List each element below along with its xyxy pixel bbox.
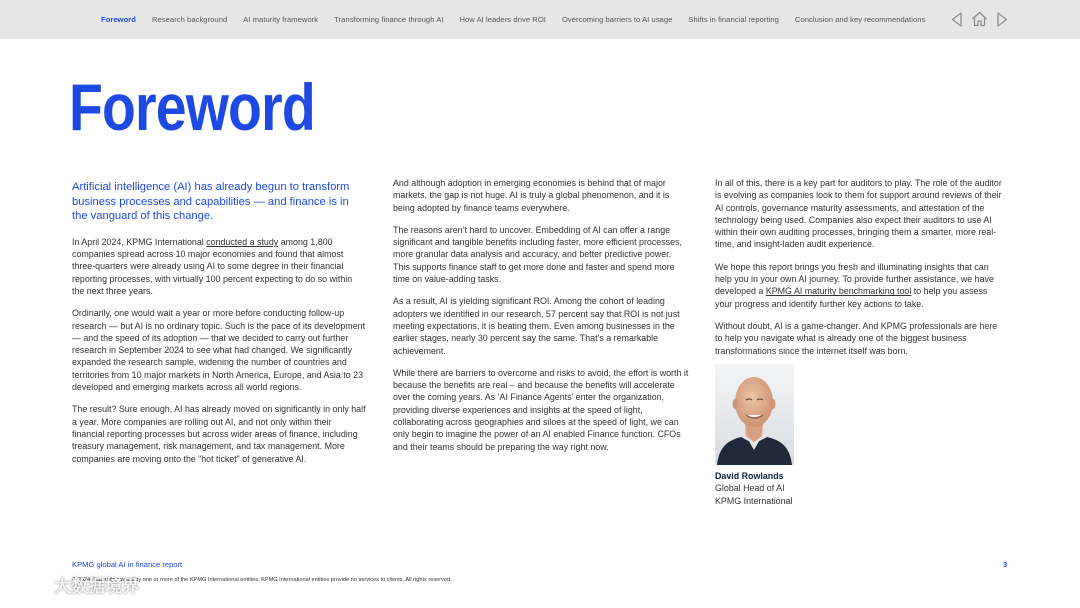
benchmarking-tool-link[interactable]: KPMG AI maturity benchmarking tool bbox=[765, 286, 912, 297]
nav-item-ai-maturity-framework[interactable]: AI maturity framework bbox=[243, 15, 319, 24]
paragraph: Ordinarily, one would wait a year or more before conducting follow-up research — but AI is no ordinary topic. Such is the pace of its development — and the speed of its adoption — that we decided to carry out further research in September 2024 to see what had changed. We significantly expanded the research sample, widening the number of countries and territories from 10 major markets in North America, Europe, and Asia to 23 developed and emerging markets across all world regions. bbox=[72, 308, 366, 393]
author-name: David Rowlands bbox=[715, 471, 784, 481]
nav-item-research-background[interactable]: Research background bbox=[152, 15, 228, 24]
watermark-logo-icon bbox=[10, 574, 50, 596]
nav-item-transforming-finance[interactable]: Transforming finance through AI bbox=[334, 15, 444, 24]
nav-item-overcoming-barriers[interactable]: Overcoming barriers to AI usage bbox=[561, 15, 673, 24]
paragraph: While there are barriers to overcome and risks to avoid, the effort is worth it because the benefits are real – and because the benefits will accelerate over the coming years. As ‘AI Finance Agents’ enter the organization, providing diverse experiences and insights at the speed of light, collaborating across geographies and siloes at the speed of light, we can only begin to imagine the power of an AI enabled Finance function. CFOs and their teams should be preparing the way right now. bbox=[393, 367, 689, 452]
copyright-notice: © 2024 Copyright owned by one or more of the KPMG International entities. KPMG International entities provide no services to clients. All rights reserved. bbox=[72, 577, 452, 583]
paragraph: The reasons aren’t hard to uncover. Embedding of AI can offer a range significant and tangible benefits including faster, more efficient processes, more granular data analysis and accuracy, and better predictive power. This supports finance staff to get more done and faster and spend more time on value-adding tasks. bbox=[393, 224, 682, 285]
nav-item-shifts-financial-reporting[interactable]: Shifts in financial reporting bbox=[688, 15, 779, 24]
paragraph: Without doubt, AI is a game-changer. And KPMG professionals are here to help you navigate what is already one of the biggest business transformations since the internet itself was born. bbox=[715, 320, 998, 356]
page-title: Foreword bbox=[69, 70, 315, 144]
paragraph: In all of this, there is a key part for auditors to play. The role of the auditor is evolving as companies look to them for support around reviews of their AI controls, governance maturity assessments, and attestation of the technology being used. Companies also expect their auditors to use AI within their own auditing processes, bringing them a smarter, more real-time, and insight-laden audit experience. bbox=[715, 178, 1002, 250]
study-link[interactable]: conducted a study bbox=[206, 236, 279, 247]
text-column-3 bbox=[715, 177, 1007, 367]
nav-item-conclusion[interactable]: Conclusion and key recommendations bbox=[794, 15, 926, 24]
paragraph-text: We hope this report brings you fresh and illuminating insights that can help you in your own AI journey. To provide further assistance, we have developed a bbox=[715, 261, 994, 297]
paragraph bbox=[715, 261, 1007, 310]
page-number: 3 bbox=[1003, 560, 1008, 569]
arrow-right-icon[interactable] bbox=[997, 12, 1008, 27]
nav-item-ai-leaders-roi[interactable]: How AI leaders drive ROI bbox=[459, 15, 546, 24]
home-icon[interactable] bbox=[971, 11, 988, 27]
watermark-text: 大数据境界 bbox=[54, 577, 139, 596]
author-photo bbox=[715, 364, 794, 465]
paragraph-text: among 1,800 companies spread across 10 major economies and found that almost three-quarters were already using AI to some degree in their financial reporting processes, with virtually 100 percent expecting to do so within the next three years. bbox=[72, 236, 353, 296]
arrow-left-icon[interactable] bbox=[951, 12, 962, 27]
footer-report-title: KPMG global AI in finance report bbox=[72, 560, 183, 569]
nav-item-foreword[interactable]: Foreword bbox=[101, 15, 136, 24]
author-caption bbox=[715, 470, 792, 507]
nav-icon-group bbox=[951, 11, 1008, 27]
paragraph: And although adoption in emerging economies is behind that of major markets, the gap is not huge. AI is truly a global phenomenon, and it is being adopted by finance teams everywhere. bbox=[393, 178, 670, 213]
top-navigation bbox=[0, 0, 1080, 39]
paragraph: The result? Sure enough, AI has already moved on significantly in only half a year. More companies are rolling out AI, and not only within their financial reporting processes but across wider areas of finance, including treasury management, risk management, and tax management. More companies are moving onto the “hot ticket” of generative AI. bbox=[72, 404, 366, 464]
paragraph bbox=[72, 236, 366, 297]
watermark bbox=[10, 572, 139, 597]
intro-paragraph: Artificial intelligence (AI) has already begun to transform business processes and capabilities — and finance is in the vanguard of this change. bbox=[72, 181, 350, 223]
nav-menu bbox=[101, 15, 941, 24]
text-column-2 bbox=[393, 177, 690, 463]
paragraph: As a result, AI is yielding significant ROI. Among the cohort of leading adopters we identified in our research, 57 percent say that ROI is not just meeting expectations, it is beating them. Even among businesses in the earlier stages, nearly 30 percent say the same. That’s a remarkable achievement. bbox=[393, 296, 680, 356]
paragraph-text: to help you assess your progress and identify further key actions to take. bbox=[715, 286, 988, 309]
text-column-1 bbox=[72, 180, 366, 475]
paragraph-text: In April 2024, KPMG International bbox=[72, 236, 207, 247]
author-organization: KPMG International bbox=[715, 495, 793, 506]
author-role: Global Head of AI bbox=[715, 483, 785, 494]
